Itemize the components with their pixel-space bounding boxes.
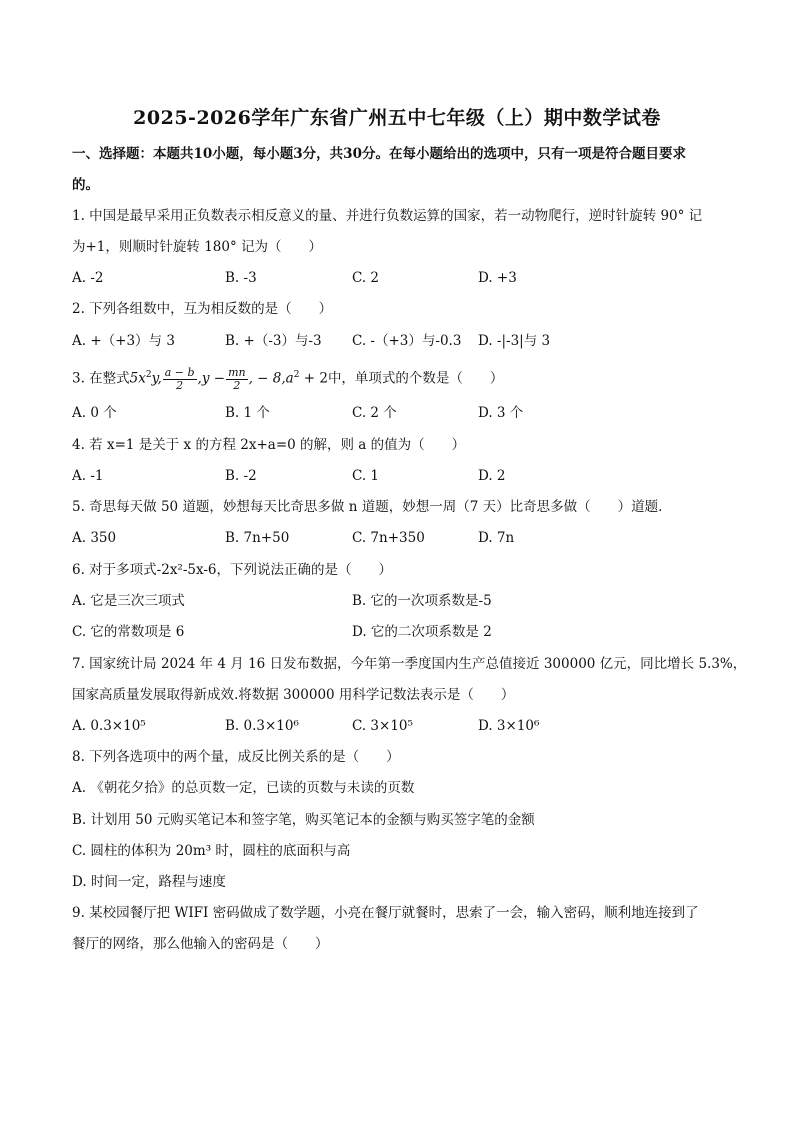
q6-option-b: B. 它的一次项系数是-5	[352, 593, 492, 609]
question-6: 6. 对于多项式-2x²-5x-6，下列说法正确的是（ ）	[72, 562, 393, 578]
q3-option-b: B. 1 个	[225, 405, 270, 421]
q3-fraction-1-num: a − b	[164, 365, 195, 379]
question-3	[72, 360, 503, 394]
exam-title: 2025-2026学年广东省广州五中七年级（上）期中数学试卷	[133, 107, 661, 129]
q5-option-d: D. 7n	[478, 530, 515, 546]
q4-option-b: B. -2	[225, 468, 257, 484]
q3-suffix: 中，单项式的个数是（ ）	[327, 370, 504, 387]
q3-fraction-2-num: mn	[228, 365, 246, 379]
q1-option-d: D. +3	[478, 270, 517, 286]
q4-option-a: A. -1	[72, 468, 104, 484]
q3-term1: 5x	[129, 370, 146, 387]
section-instructions-line2: 的。	[72, 177, 99, 193]
q8-option-b: B. 计划用 50 元购买笔记本和签字笔，购买笔记本的金额与购买签字笔的金额	[72, 812, 535, 828]
question-8: 8. 下列各选项中的两个量，成反比例关系的是（ ）	[72, 749, 400, 765]
q2-option-c: C. -（+3）与-0.3	[352, 333, 462, 349]
q1-option-c: C. 2	[352, 270, 380, 286]
q2-option-b: B. +（-3）与-3	[225, 333, 322, 349]
q8-option-a: A. 《朝花夕拾》的总页数一定，已读的页数与未读的页数	[72, 780, 415, 796]
question-9-line1: 9. 某校园餐厅把 WIFI 密码做成了数学题，小亮在餐厅就餐时，思索了一会，输入密码，顺利地连接到了	[72, 905, 699, 921]
q3-fraction-1-den: 2	[176, 378, 184, 392]
q5-option-a: A. 350	[72, 530, 117, 546]
q3-term3b: + 2	[299, 370, 328, 387]
q1-option-b: B. -3	[225, 270, 257, 286]
q7-option-c: C. 3×10⁵	[352, 718, 413, 734]
q3-term3-exp: 2	[293, 370, 300, 380]
q7-option-a: A. 0.3×10⁵	[72, 718, 146, 734]
q6-option-c: C. 它的常数项是 6	[72, 624, 185, 640]
q7-option-b: B. 0.3×10⁶	[225, 718, 299, 734]
q3-mid: ,y −	[197, 370, 226, 387]
question-5: 5. 奇思每天做 50 道题，妙想每天比奇思多做 n 道题，妙想一周（7 天）比奇思多做（ ）道题.	[72, 499, 663, 515]
q4-option-d: D. 2	[478, 468, 506, 484]
question-7-line2: 国家高质量发展取得新成效.将数据 300000 用科学记数法表示是（ ）	[72, 687, 515, 703]
q3-term1-exp: 2	[145, 370, 152, 380]
q3-term3: , − 8,a	[248, 370, 294, 387]
q3-option-a: A. 0 个	[72, 405, 117, 421]
q5-option-b: B. 7n+50	[225, 530, 290, 546]
q4-option-c: C. 1	[352, 468, 380, 484]
q6-option-d: D. 它的二次项系数是 2	[352, 624, 492, 640]
q3-fraction-2-den: 2	[233, 378, 241, 392]
q7-option-d: D. 3×10⁶	[478, 718, 540, 734]
q3-fraction-1	[163, 367, 197, 392]
q5-option-c: C. 7n+350	[352, 530, 425, 546]
question-7-line1: 7. 国家统计局 2024 年 4 月 16 日发布数据，今年第一季度国内生产总值接近 300000 亿元，同比增长 5.3%，	[72, 656, 747, 672]
q2-option-a: A. +（+3）与 3	[72, 333, 175, 349]
question-2: 2. 下列各组数中，互为相反数的是（ ）	[72, 301, 333, 317]
question-1-line2: 为+1，则顺时针旋转 180° 记为（ ）	[72, 239, 323, 255]
q2-option-d: D. -|-3|与 3	[478, 333, 551, 349]
question-4: 4. 若 x=1 是关于 x 的方程 2x+a=0 的解，则 a 的值为（ ）	[72, 437, 466, 453]
q3-prefix: 3. 在整式	[72, 370, 130, 387]
section-instructions-line1: 一、选择题：本题共10小题，每小题3分，共30分。在每小题给出的选项中，只有一项是符合题目要求	[72, 146, 686, 162]
q8-option-c: C. 圆柱的体积为 20m³ 时，圆柱的底面积与高	[72, 843, 351, 859]
question-9-line2: 餐厅的网络，那么他输入的密码是（ ）	[72, 936, 329, 952]
q3-option-c: C. 2 个	[352, 405, 397, 421]
q3-option-d: D. 3 个	[478, 405, 524, 421]
q1-option-a: A. -2	[72, 270, 104, 286]
q6-option-a: A. 它是三次三项式	[72, 593, 185, 609]
q8-option-d: D. 时间一定，路程与速度	[72, 874, 226, 890]
q3-term1b: y,	[151, 370, 162, 387]
question-1-line1: 1. 中国是最早采用正负数表示相反意义的量、并进行负数运算的国家，若一动物爬行，逆时针旋转 90° 记	[72, 208, 703, 224]
q3-fraction-2	[226, 367, 248, 392]
